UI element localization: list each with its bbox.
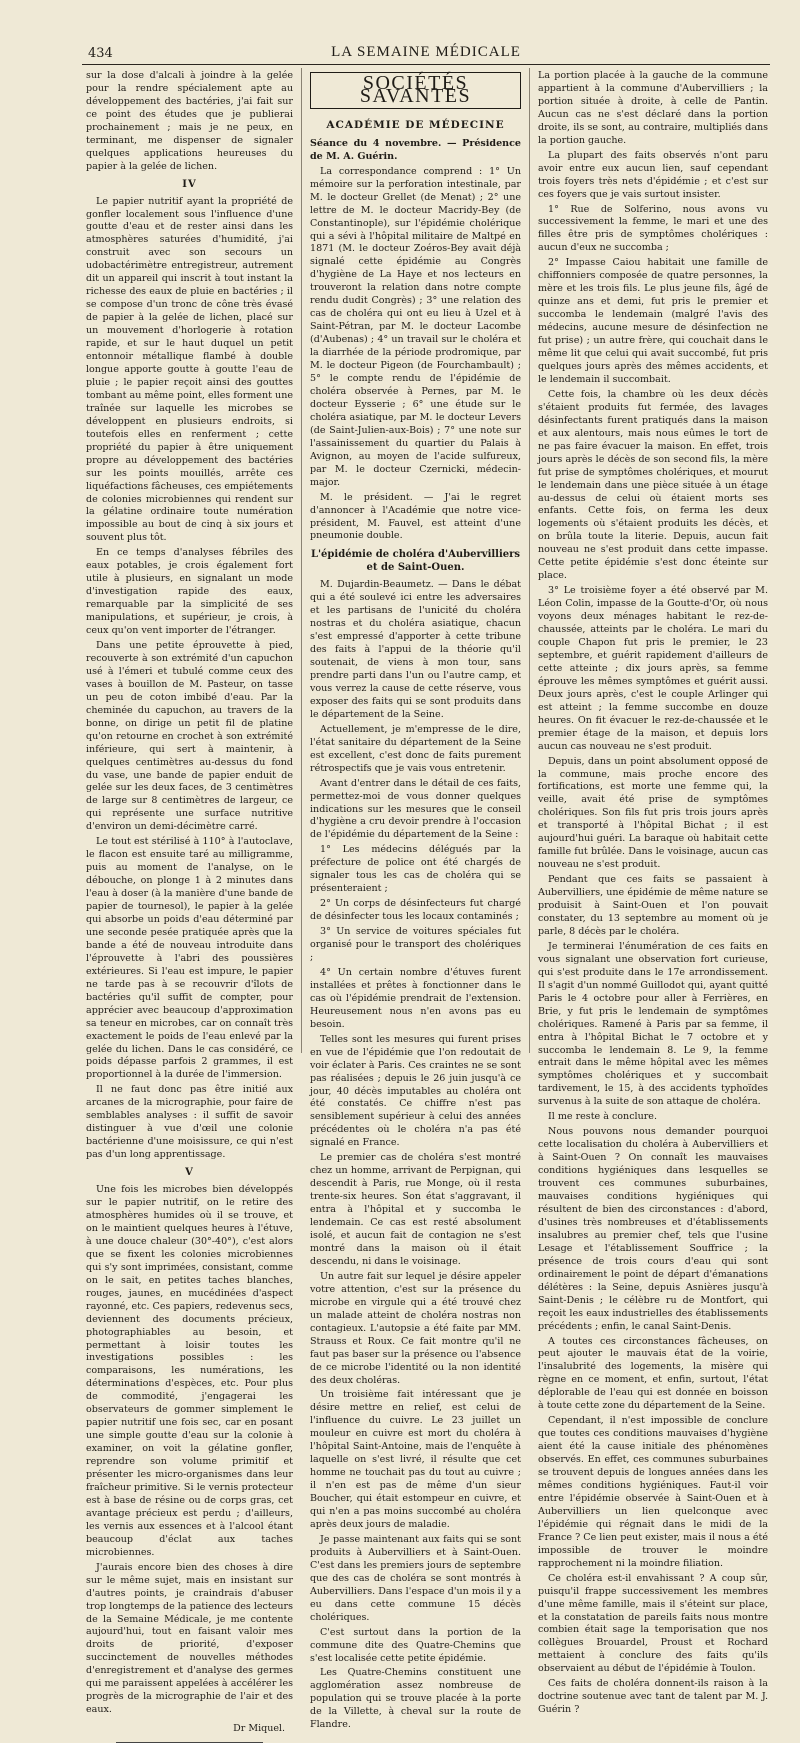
column-2 [310, 70, 521, 1731]
paragraph: 1° Les médecins délégués par la préfecture de police ont été chargés de signaler tous les cas de choléra qui se présenteraient ; [310, 844, 521, 895]
paragraph: Il ne faut donc pas être initié aux arcanes de la micrographie, pour faire de semblables analyses : il suffit de savoir distinguer à vue d'œil une colonie bactérienne d'une moisissure, ce qui n'est pas d'un long apprentissage. [86, 1084, 293, 1161]
column-3 [538, 70, 768, 1716]
paragraph: La plupart des faits observés n'ont paru avoir entre eux aucun lien, sauf cependant trois foyers très nets d'épidémie ; et c'est sur ces foyers que je vais surtout insister. [538, 149, 768, 200]
paragraph: Une fois les microbes bien développés sur le papier nutritif, on le retire des atmosphères humides où il se trouve, et on le maintient quelques heures à l'étuve, à une douce chaleur (30°-40°), c'est alors que se fixent les colonies microbiennes qui s'y sont imprimées, consistant, comme on le sait, en petites taches blanches, rouges, jaunes, en mucédinées d'aspect rayonné, etc. Ces papiers, redevenus secs, deviennent des documents précieux, photographiables au besoin, et permettant à loisir toutes les investigations possibles : les comparaisons, les numérations, les déterminations d'espèces, etc. Pour plus de commodité, j'engagerai les observateurs de gommer simplement le papier nutritif une fois sec, car en posant une simple goutte d'eau sur la colonie à examiner, on voit la gélatine gonfler, reprendre son volume primitif et présenter les micro-organismes dans leur fraîcheur primitive. Si le vernis protecteur est à base de résine ou de corps gras, cet avantage précieux est perdu ; d'ailleurs, les vernis aux essences et à l'alcool étant beaucoup d'éclat aux taches microbiennes. [86, 1184, 293, 1558]
paragraph: 3° Le troisième foyer a été observé par M. Léon Colin, impasse de la Goutte-d'Or, où nous voyons deux ménages habitant le rez-de-chaussée, atteints par le choléra. Le mari du couple Chapon fut pris le premier, le 23 septembre, et guérit rapidement d'ailleurs de cette atteinte ; dix jours après, sa femme éprouve les mêmes symptômes et guérit aussi. Deux jours après, c'est le couple Arlinger qui est atteint ; la femme succombe en douze heures. On fit évacuer le rez-de-chaussée et le premier étage de la maison, et depuis lors aucun cas nouveau ne s'est produit. [538, 585, 768, 752]
paragraph: Ces faits de choléra donnent-ils raison à la doctrine soutenue avec tant de talent par M. J. Guérin ? [538, 1678, 768, 1716]
column-divider [301, 68, 302, 1053]
column-1 [86, 70, 293, 1735]
paragraph: Je terminerai l'énumération de ces faits en vous signalant une observation fort curieuse, qui s'est produite dans le 17e arrondissement. Il s'agit d'un nommé Guillodot qui, ayant quitté Paris le 4 octobre pour aller à Ferrières, en Brie, y fut pris le lendemain de symptômes cholériques. Ramené à Paris par sa femme, il entra à l'hôpital Bichat le 7 octobre et y succomba le lendemain 8. Le 9, la femme entrait dans le même hôpital avec les mêmes symptômes cholériques et y succombait tardivement, le 15, à des accidents typhoïdes survenus à la suite de son attaque de choléra. [538, 940, 768, 1108]
journal-title: LA SEMAINE MÉDICALE [331, 44, 521, 60]
paragraph: 2° Impasse Caiou habitait une famille de chiffonniers composée de quatre personnes, la mère et les trois fils. Le plus jeune fils, âgé de quinze ans et demi, fut pris le premier et succomba le lendemain (malgré l'avis des médecins, aucune mesure de désinfection ne fut prise) ; un autre frère, qui couchait dans le même lit que celui qui avait succombé, fut pris quelques jours après des mêmes accidents, et le lendemain il succombait. [538, 257, 768, 385]
column-divider [529, 68, 530, 1053]
article-subheading: L'épidémie de choléra d'Aubervilliers et de Saint-Ouen. [310, 549, 521, 574]
section-number: V [185, 1167, 194, 1179]
paragraph: Actuellement, je m'empresse de le dire, l'état sanitaire du département de la Seine est excellent, c'est donc de faits purement rétrospectifs que je vais vous entretenir. [310, 723, 521, 774]
paragraph: Un troisième fait intéressant que je désire mettre en relief, est celui de l'influence du cuivre. Le 23 juillet un mouleur en cuivre est mort du choléra à l'hôpital Saint-Antoine, mais de l'enquête à laquelle on s'est livré, il résulte que cet homme ne touchait pas du tout au cuivre ; il n'en est pas de même d'un sieur Boucher, qui était estompeur en cuivre, et qui n'en a pas moins succombé au choléra après deux jours de maladie. [310, 1389, 521, 1530]
paragraph: Il me reste à conclure. [548, 1111, 657, 1123]
paragraph: Un autre fait sur lequel je désire appeler votre attention, c'est sur la présence du microbe en virgule qui a été trouvé chez un malade atteint de choléra nostras non contagieux. L'autopsie a été faite par MM. Strauss et Roux. Ce fait montre qu'il ne faut pas baser sur la présence ou l'absence de ce microbe l'identité ou la non identité des deux choléras. [310, 1270, 521, 1386]
paragraph: M. le président. — J'ai le regret d'annoncer à l'Académie que notre vice-président, M. Fauvel, est atteint d'une pneumonie double. [310, 491, 521, 542]
paragraph: Dans une petite éprouvette à pied, recouverte à son extrémité d'un capuchon usé à l'émeri et tubulé comme ceux des vases à bouillon de M. Pasteur, on tasse un peu de coton imbibé d'eau. Par la cheminée du capuchon, au travers de la bonne, on dirige un petit fil de platine qu'on retourne en crochet à son extrémité inférieure, qui sert à maintenir, à quelques centimètres au-dessus du fond du vase, une bande de papier enduit de gelée sur les deux faces, de 3 centimètres de large sur 8 centimètres de largeur, ce qui représente une surface nutritive d'environ un demi-décimètre carré. [86, 639, 293, 833]
page-number: 434 [88, 46, 113, 61]
paragraph: M. Dujardin-Beaumetz. — Dans le débat qui a été soulevé ici entre les adversaires et les partisans de l'unicité du choléra nostras et du choléra asiatique, chacun s'est empressé d'apporter à cette tribune des faits à l'appui de la théorie qu'il soutenait, de viens à mon tour, sans prendre parti dans l'un ou l'autre camp, et vous verrez la cause de cette réserve, vous exposer des faits qui se sont produits dans le département de la Seine. [310, 579, 521, 720]
paragraph: 2° Un corps de désinfecteurs fut chargé de désinfecter tous les locaux contaminés ; [310, 898, 521, 923]
author-signature: Dr Miquel. [233, 1723, 285, 1735]
paragraph: La correspondance comprend : 1° Un mémoire sur la perforation intestinale, par M. le docteur Grellet (de Menat) ; 2° une lettre de M. le docteur Macridy-Bey (de Constantinople), sur l'épidémie cholérique qui a sévi à l'hôpital militaire de Maltpé en 1871 (M. le docteur Zoéros-Bey avait déjà signalé cette épidémie au Congrès d'hygiène de La Haye et nos lecteurs en trouveront la relation dans notre compte rendu dudit Congrès) ; 3° une relation des cas de choléra qui ont eu lieu à Uzel et à Saint-Pétran, par M. le docteur Lacombe (d'Aubenas) ; 4° un travail sur le choléra et la diarrhée de la période prodromique, par M. le docteur Pigeon (de Fourchambault) ; 5° le compte rendu de l'épidémie de choléra observée à Pernes, par M. le docteur Eysserie ; 6° une étude sur le choléra asiatique, par M. le docteur Levers (de Saint-Julien-aux-Bois) ; 7° une note sur l'assainissement du quartier du Palais à Avignon, au moyen de l'acide sulfureux, par M. le docteur Czernicki, médecin-major. [310, 165, 521, 488]
session-line: Séance du 4 novembre. — Présidence de M. A. Guérin. [310, 137, 521, 162]
paragraph: Le tout est stérilisé à 110° à l'autoclave, le flacon est ensuite taré au milligramme, puis au moment de l'analyse, on le débouche, on plonge 1 à 2 minutes dans l'eau à doser (à la manière d'une bande de papier de tournesol), le papier à la gelée qui absorbe un poids d'eau déterminé par une seconde pesée pratiquée après que la bande a été de nouveau introduite dans l'éprouvette à l'abri des poussières extérieures. Si l'eau est impure, le papier ne tarde pas à se recouvrir d'îlots de bactéries qu'il suffit de compter, pour apprécier avec beaucoup d'approximation sa teneur en microbes, car on connaît très exactement le poids de l'eau enlevé par la gelée du lichen. Dans le cas considéré, ce poids dépasse parfois 2 grammes, il est proportionnel à la durée de l'immersion. [86, 836, 293, 1081]
paragraph: Nous pouvons nous demander pourquoi cette localisation du choléra à Aubervilliers et à Saint-Ouen ? On connaît les mauvaises conditions hygiéniques dans lesquelles se trouvent ces communes suburbaines, mauvaises conditions hygiéniques qui résultent de bien des circonstances : d'abord, d'usines très nombreuses et d'établissements insalubres au premier chef, tels que l'usine Lesage et l'établissement Souffrice ; la présence de trois cours d'eau qui sont ordinairement le point de départ d'émanations délétères : la Seine, depuis Asnières jusqu'à Saint-Denis ; le célèbre ru de Montfort, qui reçoit les eaux industrielles des établissements précédents ; enfin, le canal Saint-Denis. [538, 1126, 768, 1332]
paragraph: Depuis, dans un point absolument opposé de la commune, mais proche encore des fortifications, est morte une femme qui, la veille, avait été prise de symptômes cholériques. Son fils fut pris trois jours après et transporté à l'hôpital Bichat ; il est aujourd'hui guéri. La baraque où habitait cette famille fut brûlée. Dans le voisinage, aucun cas nouveau ne s'est produit. [538, 755, 768, 871]
paragraph: sur la dose d'alcali à joindre à la gelée pour la rendre spécialement apte au développement des bactéries, j'ai fait sur ce point des études que je publierai prochainement ; mais je ne peux, en terminant, me dispenser de signaler quelques applications heureuses du papier à la gelée de lichen. [86, 70, 293, 172]
paragraph: Les Quatre-Chemins constituent une agglomération assez nombreuse de population qui se trouve placée à la porte de la Villette, à cheval sur la route de Flandre. [310, 1667, 521, 1731]
page-header [82, 42, 770, 65]
paragraph: Cette fois, la chambre où les deux décès s'étaient produits fut fermée, des lavages désinfectants furent pratiqués dans la maison et aux alentours, mais nous eûmes le tort de ne pas faire évacuer la maison. En effet, trois jours après le décès de son second fils, la mère fut prise de symptômes cholériques, et mourut le lendemain dans une pièce située à un étage au-dessus de celui où étaient morts ses enfants. Cette fois, on ferma les deux logements où s'étaient produits les décès, et on brûla toute la literie. Depuis, aucun fait nouveau ne s'est produit dans cette impasse. Cette petite épidémie s'est donc éteinte sur place. [538, 388, 768, 582]
paragraph: Cependant, il n'est impossible de conclure que toutes ces conditions mauvaises d'hygiène aient été la cause initiale des phénomènes observés. En effet, ces communes suburbaines se trouvent depuis de longues années dans les mêmes conditions hygiéniques. Faut-il voir entre l'épidémie observée à Saint-Ouen et à Aubervilliers un lien quelconque avec l'épidémie qui régnait dans le midi de la France ? Ce lien peut exister, mais il nous a été impossible de trouver le moindre rapprochement ni la moindre filiation. [538, 1415, 768, 1569]
paragraph: C'est surtout dans la portion de la commune dite des Quatre-Chemins que s'est localisée cette petite épidémie. [310, 1626, 521, 1664]
paragraph: A toutes ces circonstances fâcheuses, on peut ajouter le mauvais état de la voirie, l'insalubrité des logements, la misère qui règne en ce moment, et enfin, surtout, l'état déplorable de l'eau qui est donnée en boisson à toute cette zone du département de la Seine. [538, 1335, 768, 1412]
paragraph: 4° Un certain nombre d'étuves furent installées et prêtes à fonctionner dans le cas où l'épidémie prendrait de l'extension. Heureusement nous n'en avons pas eu besoin. [310, 966, 521, 1030]
paragraph: La portion placée à la gauche de la commune appartient à la commune d'Aubervilliers ; la portion située à droite, à celle de Pantin. Aucun cas ne s'est déclaré dans la portion droite, ils se sont, au contraire, multipliés dans la portion gauche. [538, 70, 768, 146]
paragraph: 3° Un service de voitures spéciales fut organisé pour le transport des cholériques ; [310, 926, 521, 963]
paragraph: J'aurais encore bien des choses à dire sur le même sujet, mais en insistant sur d'autres points, je craindrais d'abuser trop longtemps de la patience des lecteurs de la Semaine Médicale, je me contente aujourd'hui, tout en faisant valoir mes droits de priorité, d'exposer succinctement de nouvelles méthodes d'enregistrement et d'analyse des germes qui me paraissent appelées à accélérer les progrès de la micrographie de l'air et des eaux. [86, 1561, 293, 1716]
paragraph: En ce temps d'analyses fébriles des eaux potables, je crois également fort utile à plusieurs, en signalant un mode d'investigation rapide des eaux, remarquable par la simplicité de ses manipulations, et supérieur, je crois, à ceux qu'on vent importer de l'étranger. [86, 547, 293, 637]
paragraph: Pendant que ces faits se passaient à Aubervilliers, une épidémie de même nature se produisit à Saint-Ouen et l'on pouvait constater, du 13 septembre au moment où je parle, 8 décès par le choléra. [538, 874, 768, 937]
paragraph: Ce choléra est-il envahissant ? A coup sûr, puisqu'il frappe successivement les membres d'une même famille, mais il s'éteint sur place, et la constatation de pareils faits nous montre combien était sage la temporisation que nos collègues Brouardel, Proust et Rochard mettaient à conclure des faits qu'ils observaient au début de l'épidémie à Toulon. [538, 1572, 768, 1675]
society-heading: ACADÉMIE DE MÉDECINE [326, 118, 505, 131]
paragraph: Je passe maintenant aux faits qui se sont produits à Aubervilliers et à Saint-Ouen. C'est dans les premiers jours de septembre que des cas de choléra se sont montrés à Aubervilliers. Dans l'espace d'un mois il y a eu dans cette commune 15 décès cholériques. [310, 1533, 521, 1623]
section-number: IV [182, 178, 197, 190]
paragraph: Le premier cas de choléra s'est montré chez un homme, arrivant de Perpignan, qui descendit à Paris, rue Monge, où il resta trente-six heures. Son état s'aggravant, il entra à l'hôpital et y succomba le lendemain. Ce cas est resté absolument isolé, et aucun fait de contagion ne s'est montré dans la maison où il était descendu, ni dans le voisinage. [310, 1152, 521, 1267]
paragraph: Avant d'entrer dans le détail de ces faits, permettez-moi de vous donner quelques indications sur les mesures que le conseil d'hygiène a cru devoir prendre à l'occasion de l'épidémie du département de la Seine : [310, 777, 521, 841]
paragraph: Telles sont les mesures qui furent prises en vue de l'épidémie que l'on redoutait de voir éclater à Paris. Ces craintes ne se sont pas réalisées ; depuis le 26 juin jusqu'à ce jour, 40 décès imputables au choléra ont été constatés. Ce chiffre n'est pas sensiblement supérieur à celui des années précédentes où le choléra n'a pas été signalé en France. [310, 1033, 521, 1149]
paragraph: 1° Rue de Solferino, nous avons vu successivement la femme, le mari et une des filles être pris de symptômes cholériques : aucun d'eux ne succomba ; [538, 203, 768, 254]
section-title-box: SOCIÉTÉS SAVANTES [310, 72, 521, 109]
paragraph: Le papier nutritif ayant la propriété de gonfler localement sous l'influence d'une goutte d'eau et de rester ainsi dans les atmosphères saturées d'humidité, j'ai construit avec son secours un udobactérimètre entregistreur, autrement dit un appareil qui inscrit à tout instant la richesse des eaux de pluie en bactéries ; il se compose d'un tronc de cône très évasé de papier à la gelée de lichen, placé sur un mouvement d'horlogerie à rotation rapide, et sur le haut duquel un petit entonnoir métallique flambé à double longue apporte goutte à goutte l'eau de pluie ; le papier reçoit ainsi des gouttes tombant au même point, elles forment une traînée sur laquelle les microbes se développent en plusieurs endroits, si toutefois elles en renferment ; cette propriété du papier à être uniquement propre au développement des bactéries sur les points mouillés, arrête ces liquéfactions fâcheuses, ces empiétements de colonies microbiennes qui rendent sur la gélatine ordinaire toute numération impossible au bout de cinq à six jours et souvent plus tôt. [86, 195, 293, 544]
